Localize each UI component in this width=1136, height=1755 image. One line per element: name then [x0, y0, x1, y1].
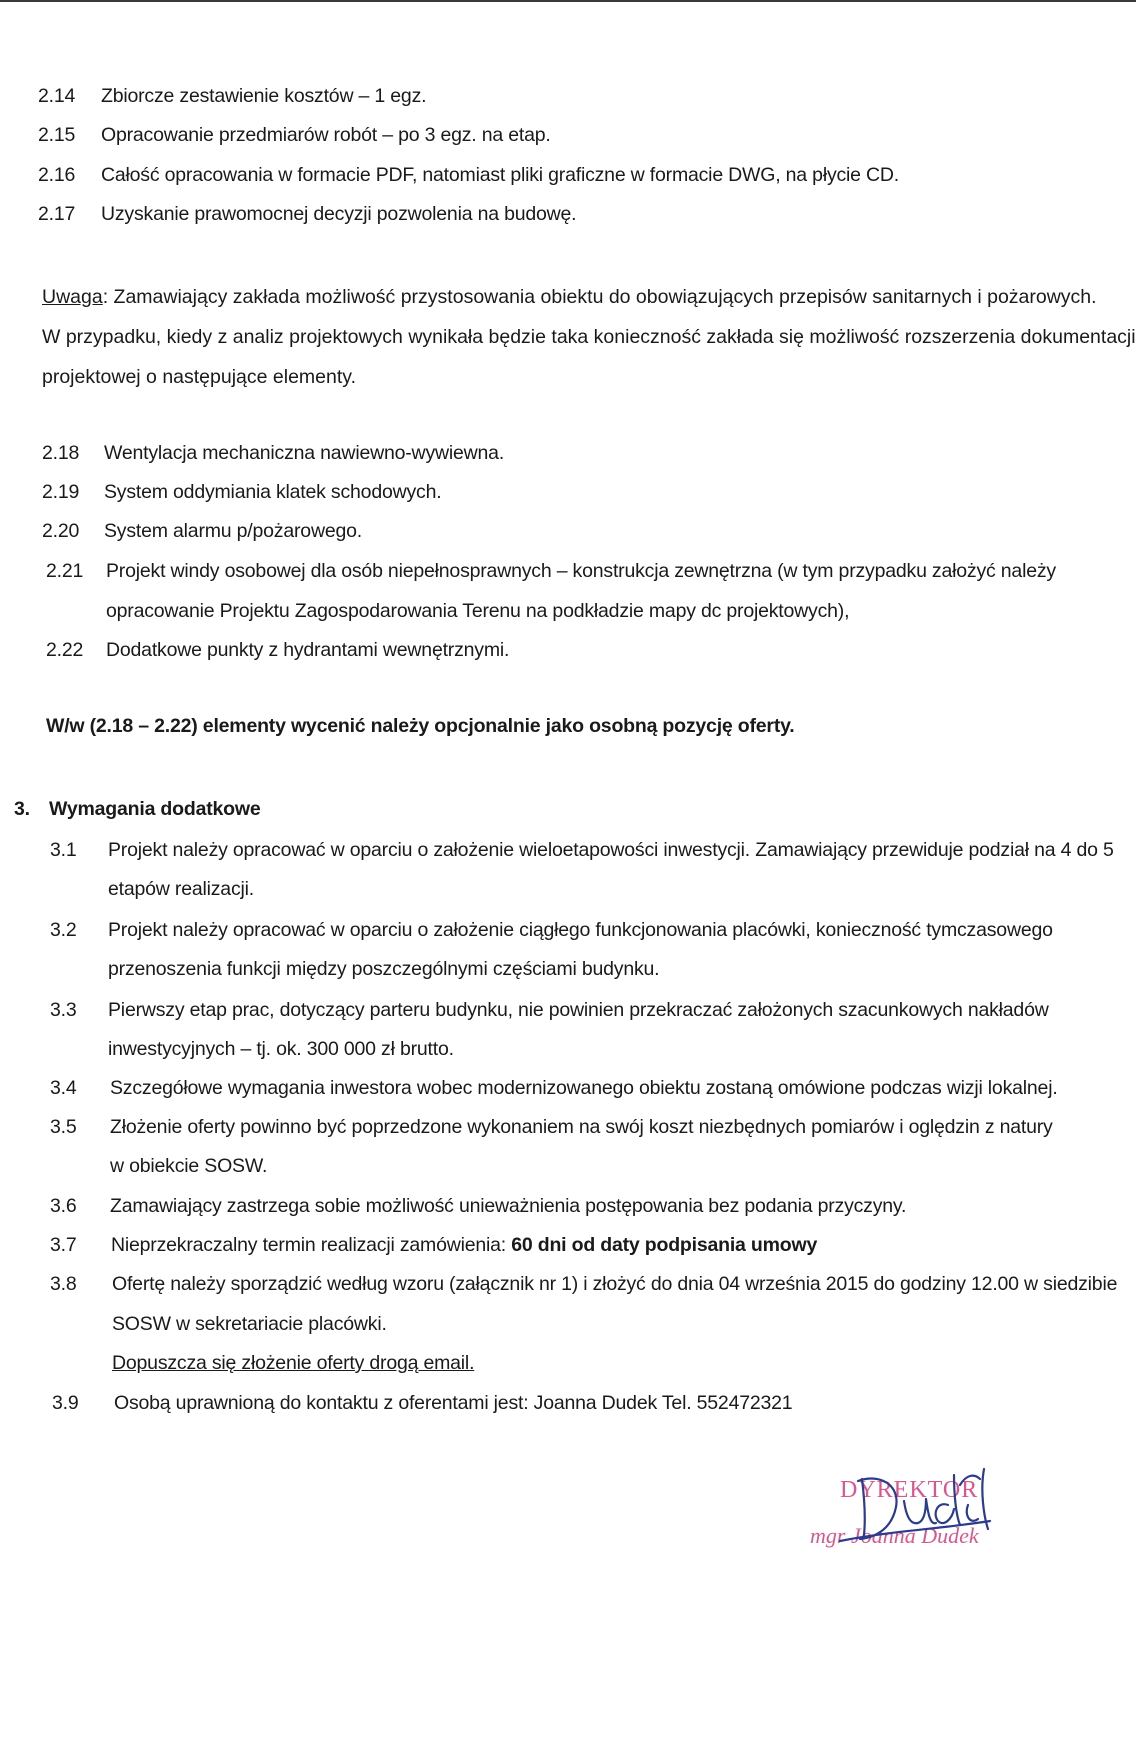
item-text: Dodatkowe punkty z hydrantami wewnętrznymi. — [106, 639, 510, 661]
item-text: Ofertę należy sporządzić według wzoru (załącznik nr 1) i złożyć do dnia 04 września 2015 do godziny 12.00 w siedzibie — [112, 1273, 1118, 1295]
item-number: 3.4 — [50, 1077, 77, 1099]
scan-edge-line — [0, 0, 1136, 2]
item-text: Opracowanie przedmiarów robót – po 3 egz. na etap. — [101, 124, 551, 146]
item-number: 2.18 — [42, 442, 80, 464]
stamp-name: mgr Joanna Dudek — [810, 1523, 979, 1548]
item-text: Uzyskanie prawomocnej decyzji pozwolenia na budowę. — [101, 203, 577, 225]
item-number: 3.2 — [50, 919, 77, 941]
item-text: Pierwszy etap prac, dotyczący parteru budynku, nie powinien przekraczać założonych szacunkowych nakładów — [108, 999, 1049, 1021]
item-text: Wentylacja mechaniczna nawiewno-wywiewna. — [104, 442, 505, 464]
uwaga-label: Uwaga — [42, 286, 103, 308]
stamp-graphic — [800, 1455, 1030, 1565]
item-number: 3.5 — [50, 1116, 77, 1138]
item-number: 2.16 — [38, 164, 76, 186]
item-number: 2.14 — [38, 85, 76, 107]
item-text: inwestycyjnych – tj. ok. 300 000 zł brutto. — [108, 1038, 454, 1060]
item-number: 3.1 — [50, 839, 77, 861]
director-stamp — [800, 1455, 1030, 1565]
item-text: przenoszenia funkcji między poszczególnymi częściami budynku. — [108, 958, 660, 980]
item-number: 2.15 — [38, 124, 76, 146]
item-number: 2.22 — [46, 639, 84, 661]
section-title: Wymagania dodatkowe — [49, 798, 261, 820]
uwaga-line-3: projektowej o następujące elementy. — [42, 366, 356, 388]
item-number: 2.20 — [42, 520, 80, 542]
item-number: 3.7 — [50, 1234, 77, 1256]
item-text: Projekt windy osobowej dla osób niepełnosprawnych – konstrukcja zewnętrzna (w tym przypadku założyć należy — [106, 560, 1056, 582]
deadline-value: 60 dni od daty podpisania umowy — [511, 1234, 818, 1256]
stamp-title: DYREKTOR — [840, 1477, 979, 1503]
item-number: 2.19 — [42, 481, 80, 503]
uwaga-paragraph — [42, 277, 1136, 397]
item-text: Zamawiający zastrzega sobie możliwość unieważnienia postępowania bez podania przyczyny. — [110, 1195, 907, 1217]
item-text: SOSW w sekretariacie placówki. — [112, 1313, 387, 1335]
item-text: Osobą uprawnioną do kontaktu z oferentami jest: Joanna Dudek Tel. 552472321 — [114, 1392, 793, 1414]
item-number: 3.9 — [52, 1392, 79, 1414]
email-submission-note: Dopuszcza się złożenie oferty drogą email. — [112, 1352, 475, 1374]
deadline-label: Nieprzekraczalny termin realizacji zamówienia: — [111, 1234, 512, 1256]
item-number: 3.3 — [50, 999, 77, 1021]
item-text: Projekt należy opracować w oparciu o założenie ciągłego funkcjonowania placówki, konieczność tymczasowego — [108, 919, 1053, 941]
item-text: opracowanie Projektu Zagospodarowania Terenu na podkładzie mapy dc projektowych), — [106, 600, 850, 622]
item-text: Zbiorcze zestawienie kosztów – 1 egz. — [101, 85, 427, 107]
item-number: 2.17 — [38, 203, 76, 225]
item-text: Całość opracowania w formacie PDF, natomiast pliki graficzne w formacie DWG, na płycie CD. — [101, 164, 900, 186]
item-text: System oddymiania klatek schodowych. — [104, 481, 442, 503]
item-number: 3.6 — [50, 1195, 77, 1217]
uwaga-line-1: : Zamawiający zakłada możliwość przystosowania obiektu do obowiązujących przepisów sanitarnych i pożarowych. — [102, 286, 1097, 308]
item-number: 3.8 — [50, 1273, 77, 1295]
item-text: Szczegółowe wymagania inwestora wobec modernizowanego obiektu zostaną omówione podczas wizji lokalnej. — [110, 1077, 1058, 1099]
item-text: w obiekcie SOSW. — [110, 1155, 268, 1177]
uwaga-line-2: W przypadku, kiedy z analiz projektowych wynikała będzie taka konieczność zakłada się możliwość rozszerzenia dokumentacji — [42, 326, 1136, 348]
item-text: Złożenie oferty powinno być poprzedzone wykonaniem na swój koszt niezbędnych pomiarów i oględzin z natury — [110, 1116, 1053, 1138]
section-number: 3. — [14, 798, 30, 820]
item-text: Projekt należy opracować w oparciu o założenie wieloetapowości inwestycji. Zamawiający przewiduje podział na 4 do 5 — [108, 839, 1114, 861]
item-text — [111, 1232, 817, 1258]
item-number: 2.21 — [46, 560, 84, 582]
item-text: System alarmu p/pożarowego. — [104, 520, 362, 542]
item-text: etapów realizacji. — [108, 878, 254, 900]
optional-note: W/w (2.18 – 2.22) elementy wycenić należy opcjonalnie jako osobną pozycję oferty. — [46, 715, 795, 737]
